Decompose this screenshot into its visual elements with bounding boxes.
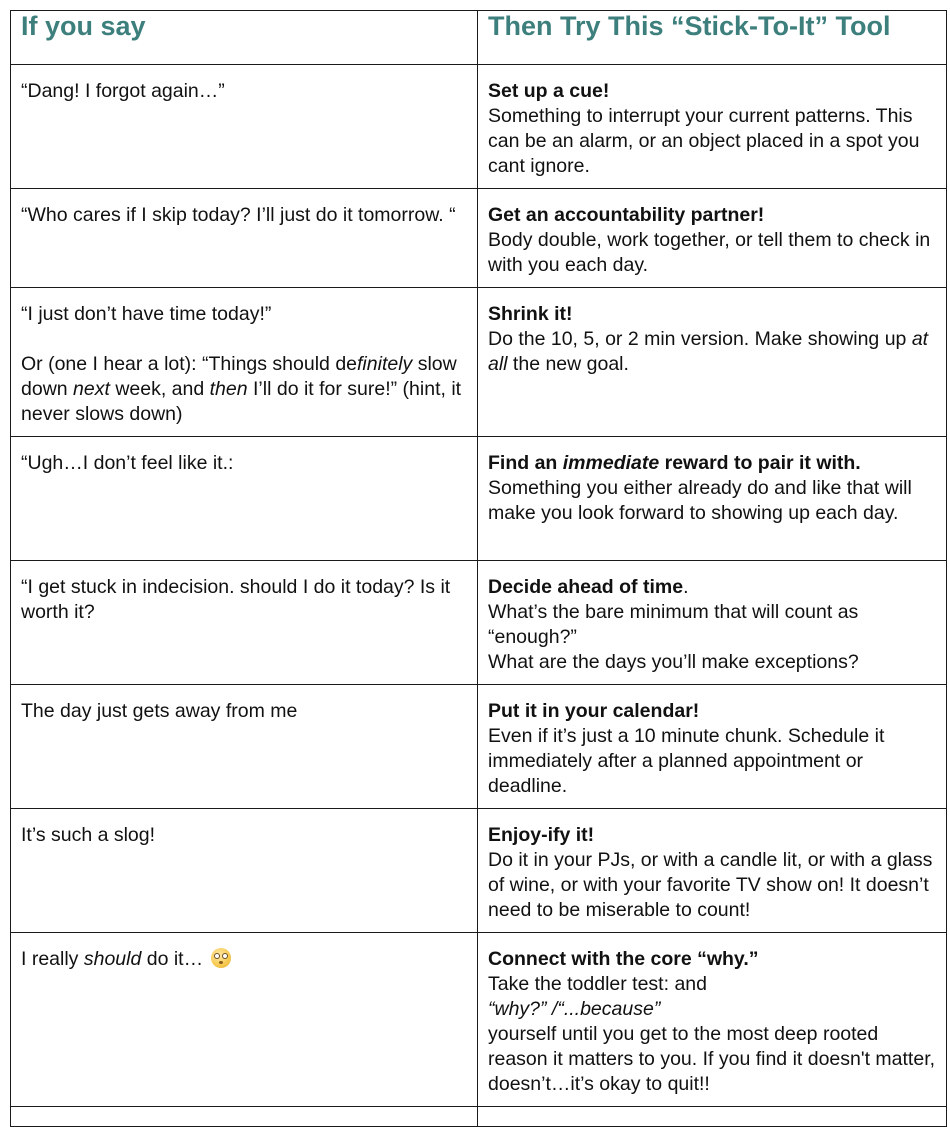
say-text-line1: “I just don’t have time today!” (21, 303, 272, 325)
header-cell-left (11, 11, 478, 65)
tool-body: Something you either already do and like that will make you look forward to showing up each day. (488, 477, 912, 524)
say-text: “I get stuck in indecision. should I do it today? Is it worth it? (21, 576, 451, 623)
say-text: “Ugh…I don’t feel like it.: (21, 452, 234, 474)
tool-title: Decide ahead of time. (488, 576, 689, 598)
table-row (11, 288, 947, 437)
tool-title: Shrink it! (488, 303, 573, 325)
say-cell (11, 65, 478, 189)
say-text: “Dang! I forgot again…” (21, 80, 225, 102)
tool-cell (478, 685, 947, 809)
say-cell (11, 809, 478, 933)
say-cell (11, 437, 478, 561)
table-row (11, 685, 947, 809)
tool-cell (478, 65, 947, 189)
tool-body: Even if it’s just a 10 minute chunk. Schedule it immediately after a planned appointment or deadline. (488, 725, 885, 797)
tool-body: Body double, work together, or tell them to check in with you each day. (488, 229, 931, 276)
tool-body: Something to interrupt your current patterns. This can be an alarm, or an object placed in a spot you cant ignore. (488, 105, 920, 177)
tool-body-line1: Take the toddler test: and (488, 973, 707, 995)
tool-title: Set up a cue! (488, 80, 610, 102)
say-text: The day just gets away from me (21, 700, 298, 722)
table-row (11, 437, 947, 561)
tool-body: Do it in your PJs, or with a candle lit, or with a glass of wine, or with your favorite TV show on! It doesn’t need to be miserable to count! (488, 849, 933, 921)
tool-body: Do the 10, 5, or 2 min version. Make showing up at all the new goal. (488, 328, 929, 375)
tool-title: Find an immediate reward to pair it with. (488, 452, 861, 474)
tool-cell (478, 933, 947, 1107)
say-text: I really should do it… (21, 948, 209, 970)
say-cell (11, 685, 478, 809)
table-row (11, 809, 947, 933)
table-row (11, 189, 947, 288)
say-text: “Who cares if I skip today? I’ll just do it tomorrow. “ (21, 204, 456, 226)
say-cell (11, 561, 478, 685)
tool-body-line3: yourself until you get to the most deep rooted reason it matters to you. If you find it doesn't matter, doesn’t…it’s okay to quit!! (488, 1023, 936, 1095)
tool-body-line2: What are the days you’ll make exceptions? (488, 651, 859, 673)
header-right-text: Then Try This “Stick-To-It” Tool (488, 11, 891, 41)
tool-title: Connect with the core “why.” (488, 948, 759, 970)
tool-cell (478, 288, 947, 437)
table-row (11, 933, 947, 1107)
say-text: It’s such a slog! (21, 824, 156, 846)
table-row (11, 65, 947, 189)
flushed-face-emoji-icon (211, 948, 231, 968)
header-left-text: If you say (21, 11, 146, 41)
tool-body-line1: What’s the bare minimum that will count as “enough?” (488, 601, 859, 648)
tool-cell (478, 189, 947, 288)
say-cell (11, 933, 478, 1107)
tool-title: Enjoy-ify it! (488, 824, 595, 846)
tool-title: Put it in your calendar! (488, 700, 700, 722)
tool-cell (478, 437, 947, 561)
tool-cell (478, 809, 947, 933)
header-cell-right (478, 11, 947, 65)
tool-cell (478, 561, 947, 685)
header-row (11, 11, 947, 65)
table-row (11, 561, 947, 685)
say-cell (11, 189, 478, 288)
tool-body-line2: “why?” /“...because” (488, 998, 661, 1020)
say-cell (11, 288, 478, 437)
say-text-paragraph: Or (one I hear a lot): “Things should definitely slow down next week, and then I’ll do it for sure!” (hint, it never slows down) (21, 353, 462, 425)
stick-to-it-table (10, 10, 947, 1127)
tool-title: Get an accountability partner! (488, 204, 765, 226)
